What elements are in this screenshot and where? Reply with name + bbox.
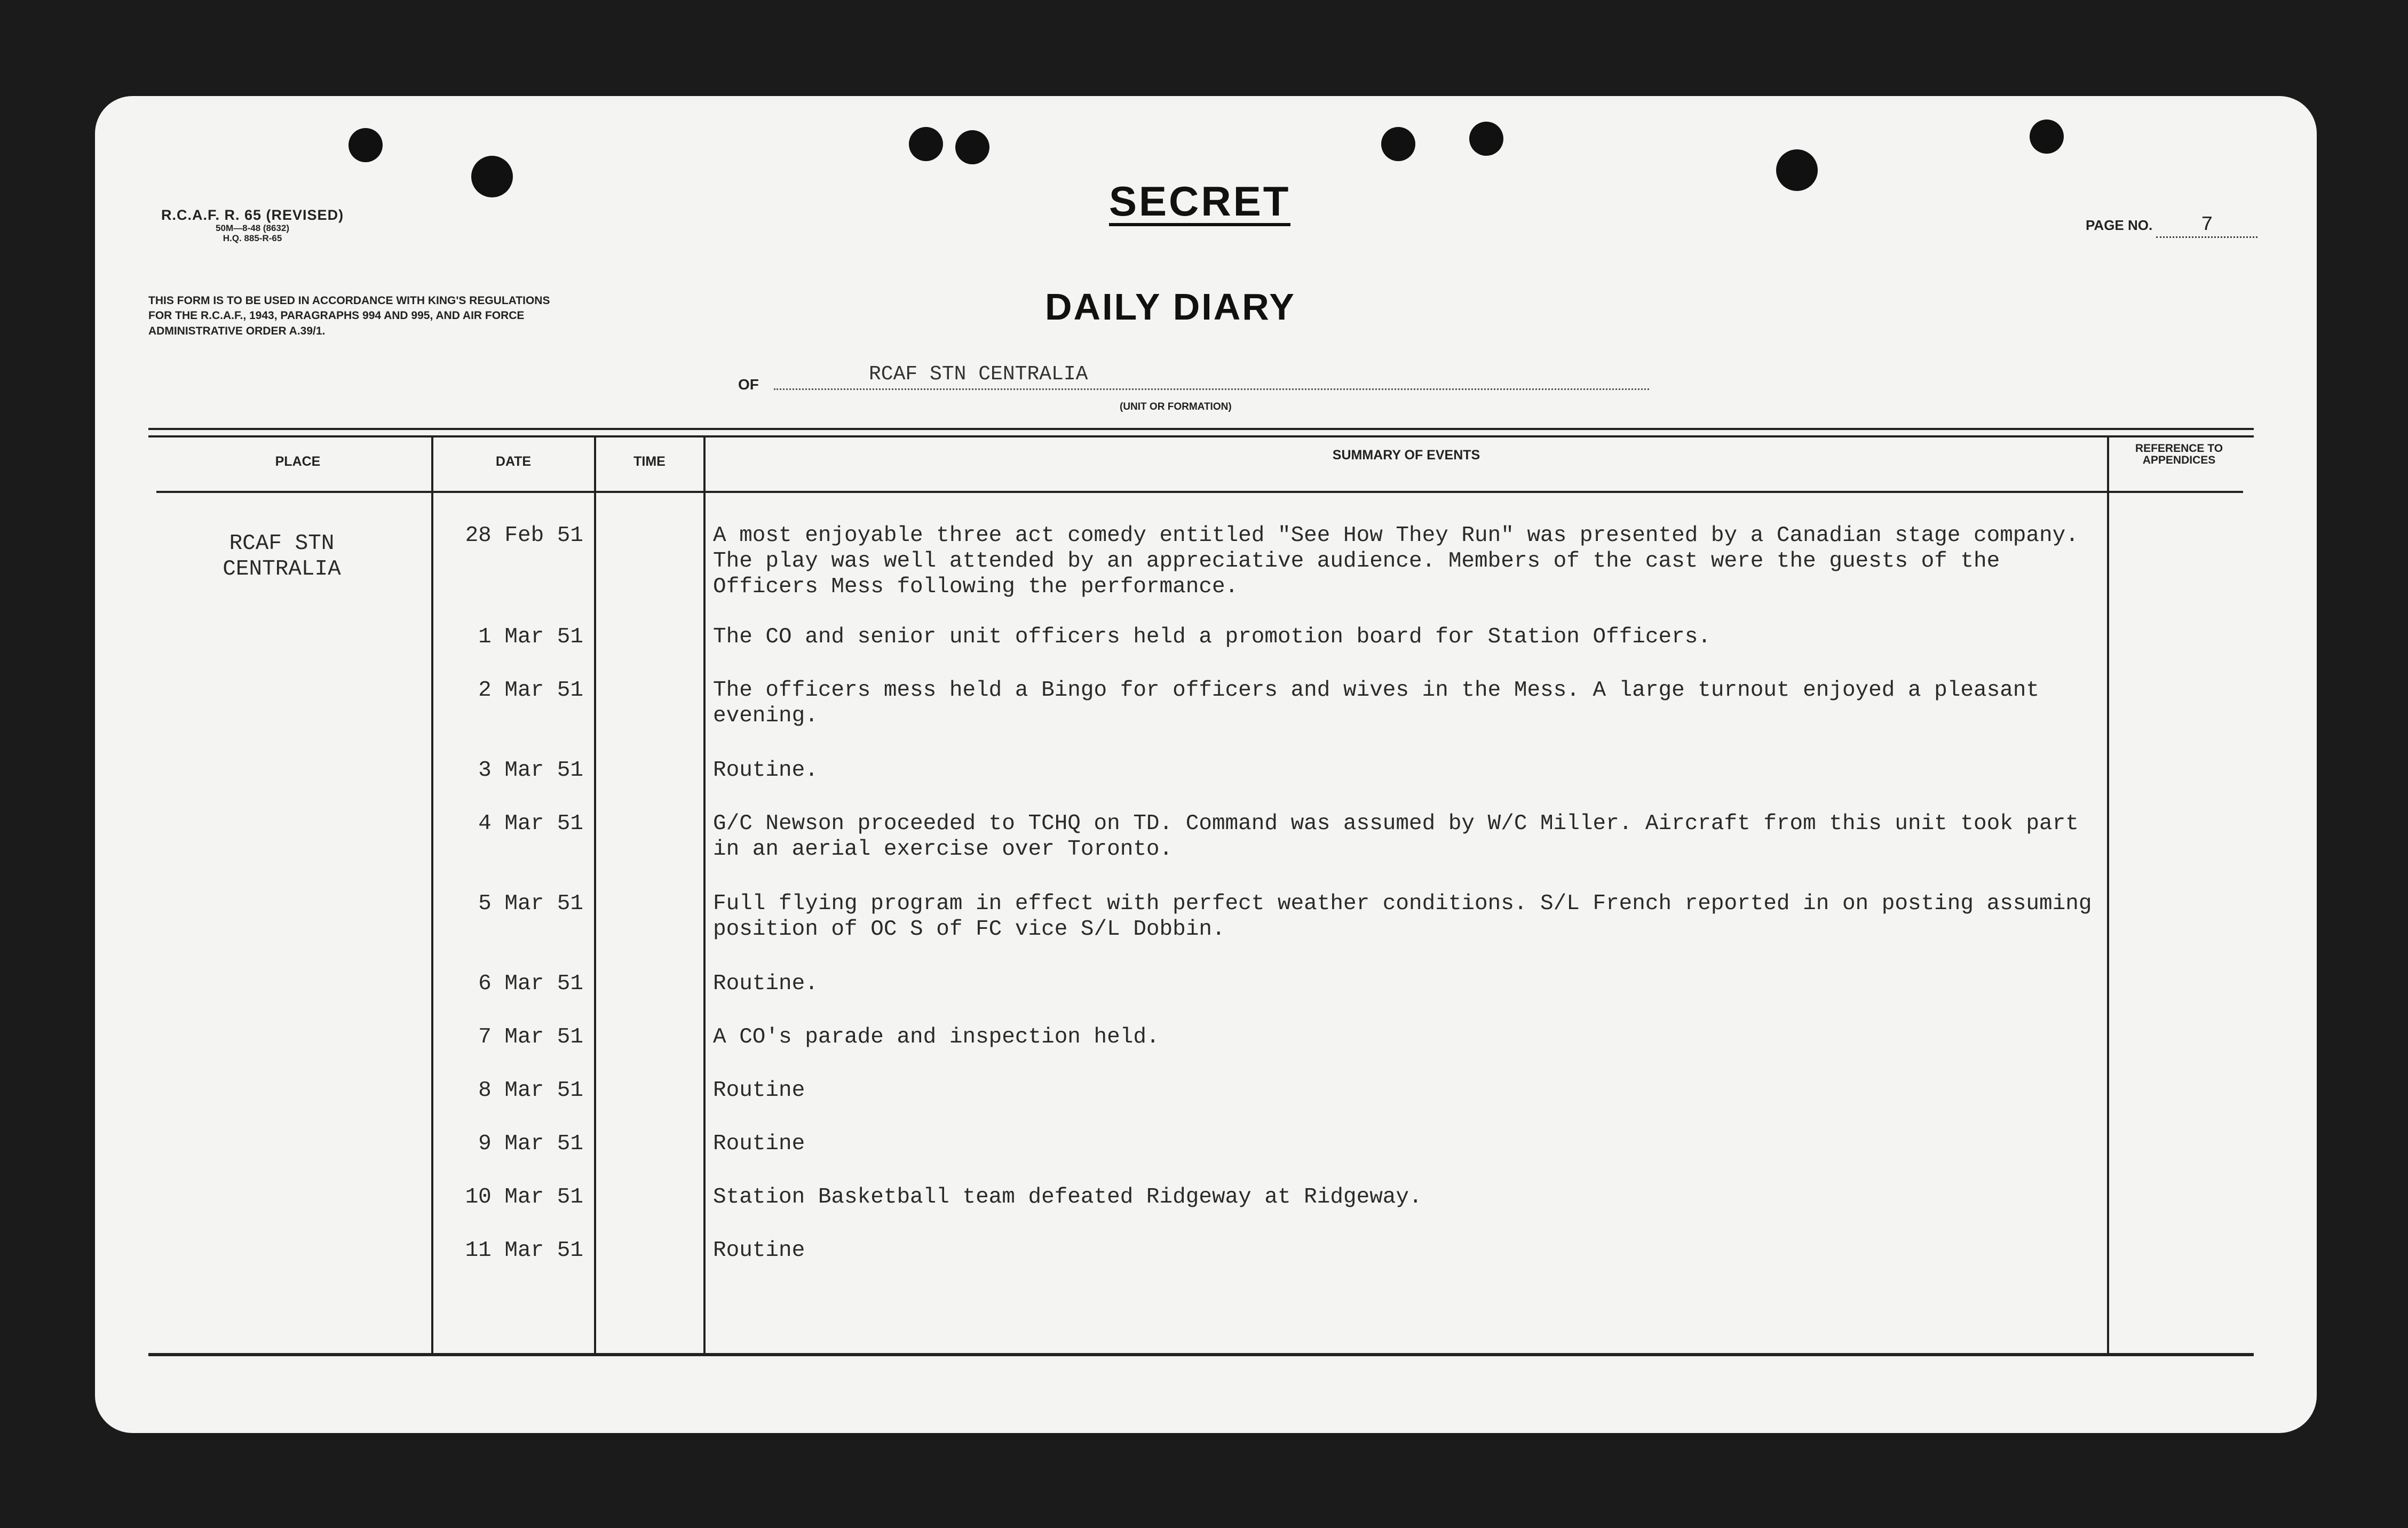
entry-summary: A most enjoyable three act comedy entitled "See How They Run" was presented by a Canadian stage company. The play was well attended by an appreciative audience. Members of the cast were the guests of the Officers Mess following the performance.: [713, 523, 2079, 599]
page-number-label: PAGE NO.: [2086, 217, 2153, 233]
punch-hole: [2030, 120, 2064, 154]
column-divider: [431, 437, 433, 1353]
entry-date: 4 Mar 51: [478, 811, 583, 836]
punch-hole: [1469, 122, 1503, 156]
entry-date: 6 Mar 51: [478, 972, 583, 996]
entry-summary: Full flying program in effect with perfect weather conditions. S/L French reported in on posting assuming position of OC S of FC vice S/L Dobbin.: [713, 892, 2092, 942]
secret-stamp: SECRET: [1109, 180, 1290, 226]
column-header-place: PLACE: [275, 454, 321, 469]
column-header-time: TIME: [633, 454, 666, 469]
punch-hole: [1776, 149, 1818, 191]
bottom-rule: [148, 1353, 2254, 1356]
page-title: DAILY DIARY: [1045, 286, 1296, 328]
column-divider: [703, 437, 706, 1353]
page-number-value: 7: [2156, 213, 2258, 238]
entry-summary: Routine: [713, 1078, 805, 1103]
diary-sheet: [95, 96, 2317, 1433]
entry-summary: Routine: [713, 1132, 805, 1156]
column-divider: [2107, 437, 2109, 1353]
punch-hole: [909, 127, 943, 161]
punch-hole: [471, 156, 513, 197]
punch-hole: [348, 128, 383, 162]
entry-date: 2 Mar 51: [478, 678, 583, 703]
entry-date: 5 Mar 51: [478, 892, 583, 916]
punch-hole: [1381, 127, 1415, 161]
form-id-line: R.C.A.F. R. 65 (REVISED): [161, 207, 344, 223]
entry-summary: The CO and senior unit officers held a promotion board for Station Officers.: [713, 625, 1711, 649]
entry-summary: G/C Newson proceeded to TCHQ on TD. Command was assumed by W/C Miller. Aircraft from this unit took part in an aerial exercise over Toronto.: [713, 811, 2079, 862]
form-instruction: THIS FORM IS TO BE USED IN ACCORDANCE WITH KING'S REGULATIONS FOR THE R.C.A.F., 1943, PARAGRAPHS 994 AND 995, AND AIR FORCE ADMINISTRATIVE ORDER A.39/1.: [148, 295, 550, 337]
form-identifier: [161, 207, 344, 243]
unit-dotted-line: [774, 388, 1649, 390]
place-value: RCAF STN CENTRALIA: [223, 531, 341, 582]
unit-value: RCAF STN CENTRALIA: [869, 363, 1088, 386]
entry-date: 11 Mar 51: [465, 1238, 583, 1263]
entry-summary: A CO's parade and inspection held.: [713, 1025, 1160, 1049]
entry-summary: Routine.: [713, 972, 818, 996]
entry-date: 10 Mar 51: [465, 1185, 583, 1209]
form-id-line: H.Q. 885-R-65: [223, 233, 282, 244]
entry-summary: The officers mess held a Bingo for officers and wives in the Mess. A large turnout enjoyed a pleasant evening.: [713, 678, 2040, 728]
punch-hole: [955, 130, 989, 164]
unit-label: OF: [738, 376, 759, 393]
page-number-field: [2086, 213, 2258, 238]
entry-date: 1 Mar 51: [478, 625, 583, 649]
unit-caption: (UNIT OR FORMATION): [1120, 401, 1232, 412]
column-divider: [594, 437, 596, 1353]
column-header-date: DATE: [495, 454, 532, 469]
header-rule: [148, 428, 2254, 430]
column-header-summary: SUMMARY OF EVENTS: [1332, 448, 1480, 463]
form-id-line: 50M—8-48 (8632): [216, 223, 290, 234]
entry-summary: Station Basketball team defeated Ridgeway at Ridgeway.: [713, 1185, 1422, 1209]
entry-summary: Routine.: [713, 758, 818, 783]
column-header-reference: REFERENCE TO APPENDICES: [2135, 442, 2223, 467]
entry-date: 9 Mar 51: [478, 1132, 583, 1156]
header-rule: [148, 435, 2254, 437]
entry-date: 8 Mar 51: [478, 1078, 583, 1103]
entry-date: 3 Mar 51: [478, 758, 583, 783]
entry-date: 28 Feb 51: [465, 523, 583, 548]
entry-summary: Routine: [713, 1238, 805, 1263]
column-header-rule: [156, 491, 2243, 493]
entry-date: 7 Mar 51: [478, 1025, 583, 1049]
